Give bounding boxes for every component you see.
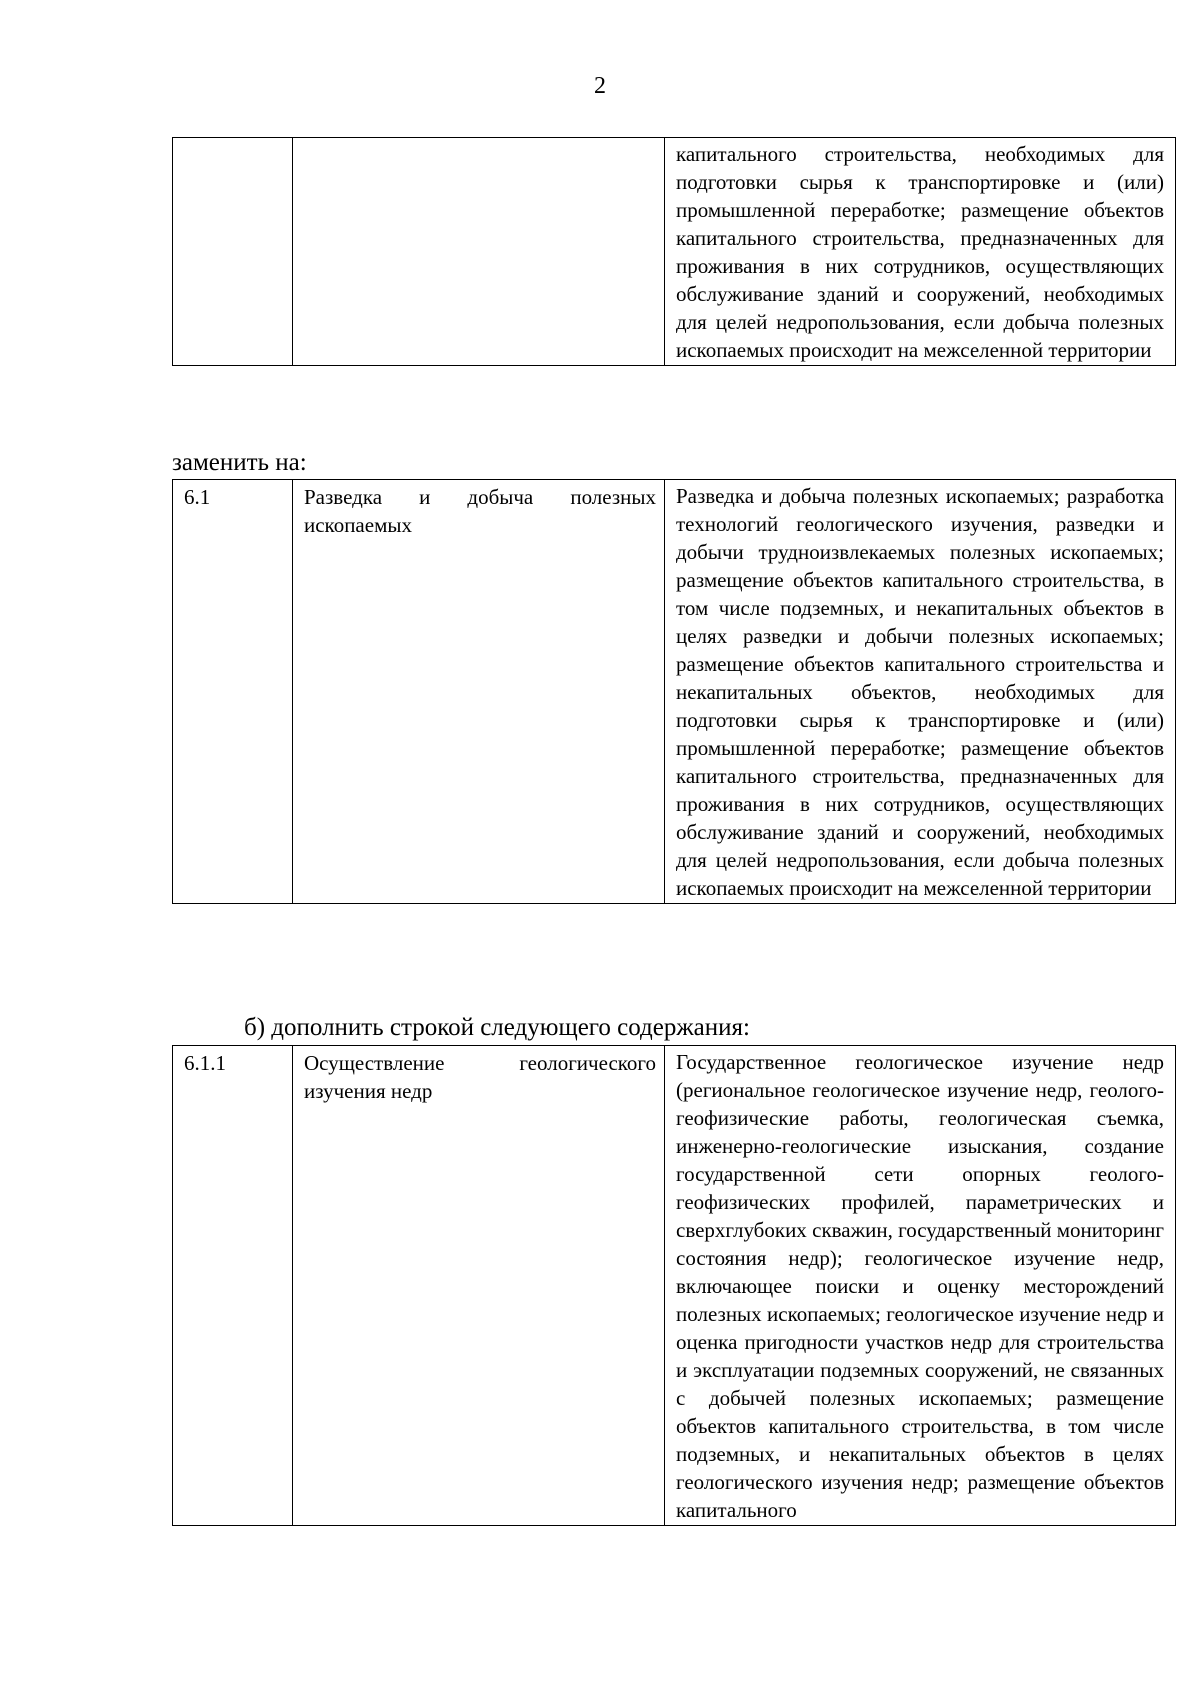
name-cell: Разведка и добыча полезных ископаемых [293, 480, 665, 904]
table-row [173, 138, 1176, 366]
add-instruction: б) дополнить строкой следующего содержания: [244, 1014, 750, 1041]
description-cell: Государственное геологическое изучение недр (региональное геологическое изучение недр, геолого-геофизические работы, геологическая съемка, инженерно-геологические изыскания, создание государственной сети опорных геолого-геофизических профилей, параметрических и сверхглубоких скважин, государственный мониторинг состояния недр); геологическое изучение недр, включающее поиски и оценку месторождений полезных ископаемых; геологическое изучение недр и оценка пригодности участков недр для строительства и эксплуатации подземных сооружений, не связанных с добычей полезных ископаемых; размещение объектов капитального строительства, в том числе подземных, и некапитальных объектов в целях геологического изучения недр; размещение объектов капитального [665, 1046, 1176, 1526]
code-cell [173, 138, 293, 366]
code-cell: 6.1 [173, 480, 293, 904]
table-row [173, 480, 1176, 904]
table-row-6-1-1 [172, 1045, 1176, 1526]
name-cell: Осуществление геологического изучения недр [293, 1046, 665, 1526]
replace-instruction: заменить на: [172, 449, 307, 476]
page-number: 2 [594, 73, 606, 99]
table-fragment-continued [172, 137, 1176, 366]
description-cell: Разведка и добыча полезных ископаемых; разработка технологий геологического изучения, разведки и добычи трудноизвлекаемых полезных ископаемых; размещение объектов капитального строительства, в том числе подземных, и некапитальных объектов в целях разведки и добычи полезных ископаемых; размещение объектов капитального строительства и некапитальных объектов, необходимых для подготовки сырья к транспортировке и (или) промышленной переработке; размещение объектов капитального строительства, предназначенных для проживания в них сотрудников, осуществляющих обслуживание зданий и сооружений, необходимых для целей недропользования, если добыча полезных ископаемых происходит на межселенной территории [665, 480, 1176, 904]
table-row-6-1 [172, 479, 1176, 904]
description-cell: капитального строительства, необходимых для подготовки сырья к транспортировке и (или) промышленной переработке; размещение объектов капитального строительства, предназначенных для проживания в них сотрудников, осуществляющих обслуживание зданий и сооружений, необходимых для целей недропользования, если добыча полезных ископаемых происходит на межселенной территории [665, 138, 1176, 366]
name-cell [293, 138, 665, 366]
code-cell: 6.1.1 [173, 1046, 293, 1526]
table-row [173, 1046, 1176, 1526]
